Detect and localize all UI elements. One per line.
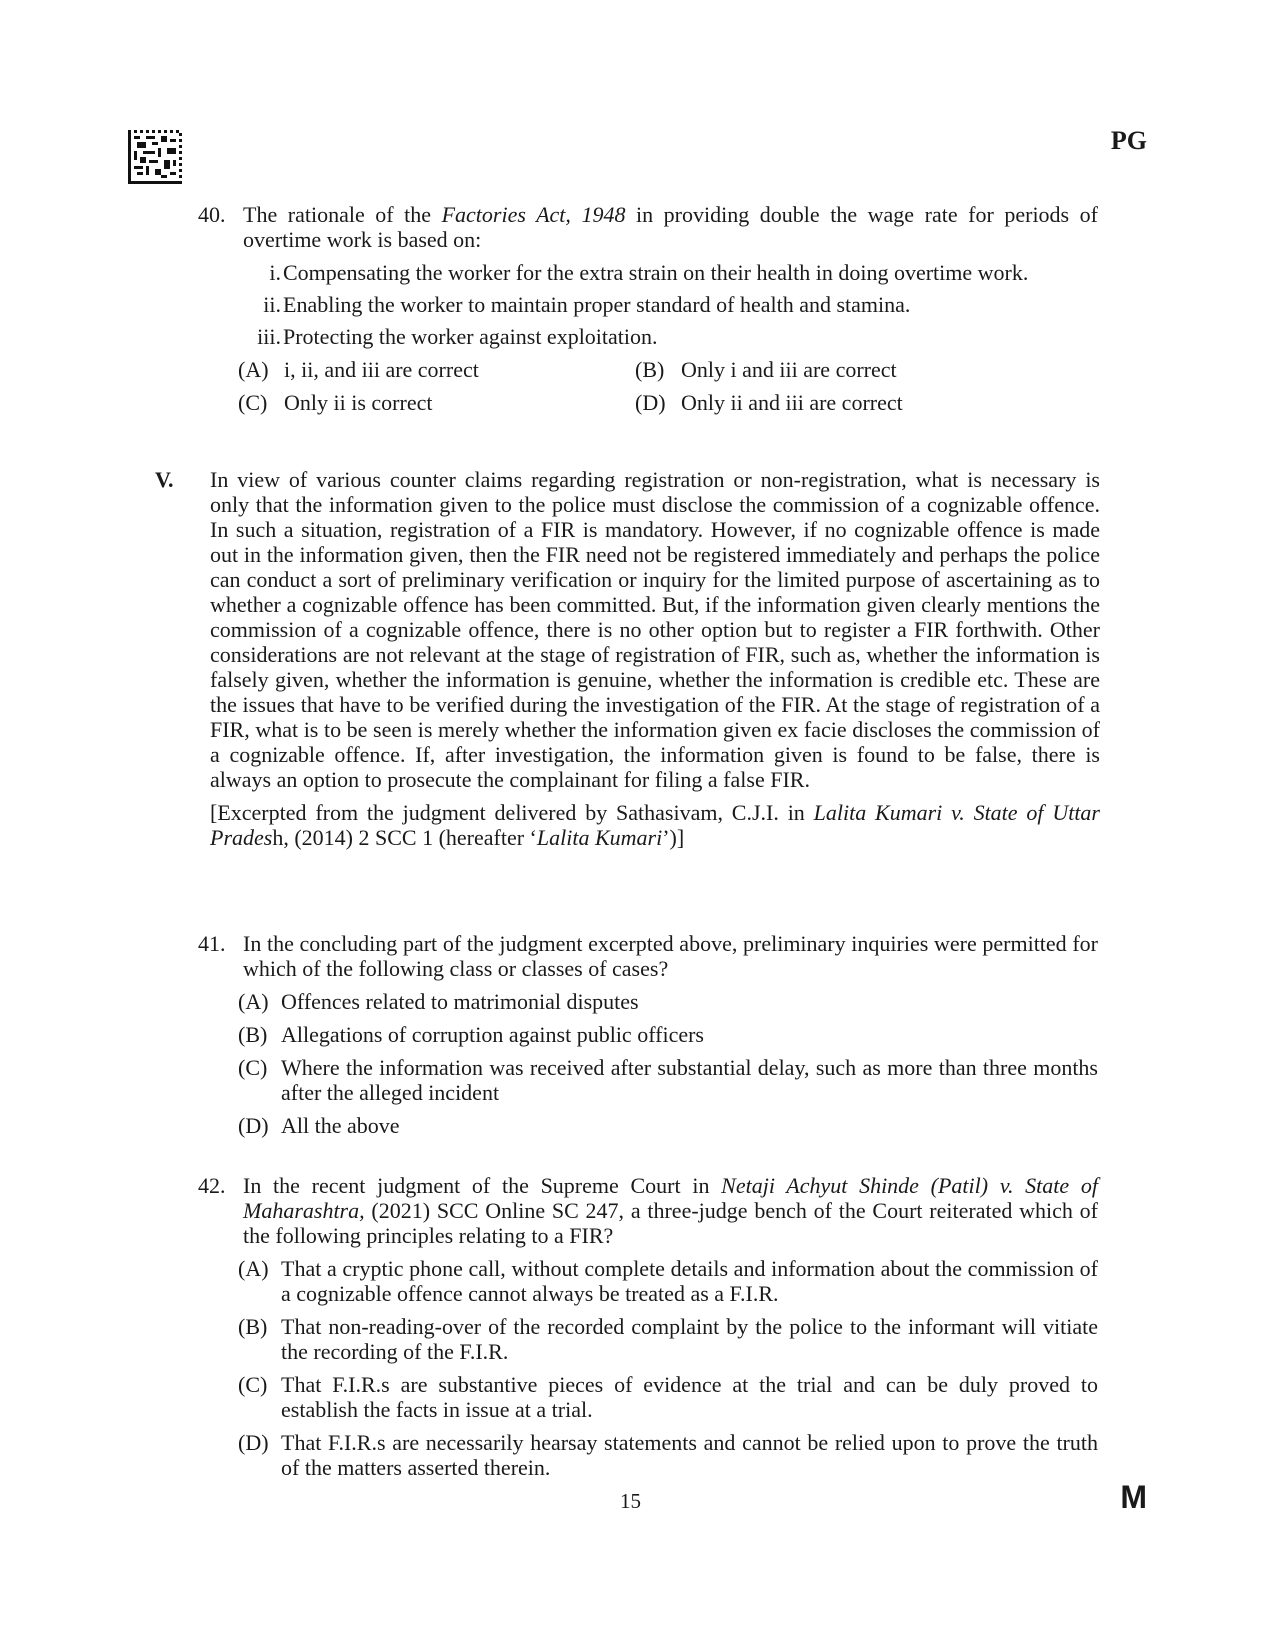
question-number: 40. xyxy=(198,202,226,227)
datamatrix-code xyxy=(128,130,182,184)
option-c: (C) That F.I.R.s are substantive pieces of evidence at the trial and can be duly proved to establish the facts in issue at a trial. xyxy=(238,1372,1098,1422)
question-text: In the concluding part of the judgment excerpted above, preliminary inquiries were permitted for which of the following class or classes of cases? xyxy=(243,931,1098,981)
option-a: (A) Offences related to matrimonial disputes xyxy=(238,989,639,1014)
paper-code: PG xyxy=(1110,126,1147,155)
option-d: (D) That F.I.R.s are necessarily hearsay statements and cannot be relied upon to prove the truth of the matters asserted therein. xyxy=(238,1430,1098,1480)
question-number: 42. xyxy=(198,1173,226,1198)
option-b: (B) That non-reading-over of the recorded complaint by the police to the informant will vitiate the recording of the F.I.R. xyxy=(238,1314,1098,1364)
option-d: (D) All the above xyxy=(238,1113,400,1138)
option-b: (B) Only i and iii are correct xyxy=(635,357,897,382)
passage-v xyxy=(155,467,1100,850)
statement-item: ii. Enabling the worker to maintain proper standard of health and stamina. xyxy=(263,292,911,317)
option-d: (D) Only ii and iii are correct xyxy=(635,390,903,415)
option-b: (B) Allegations of corruption against public officers xyxy=(238,1022,704,1047)
passage-citation: [Excerpted from the judgment delivered by Sathasivam, C.J.I. in Lalita Kumari v. State of Uttar Pradesh, (2014) 2 SCC 1 (hereafter ‘Lalita Kumari’)] xyxy=(210,800,1100,850)
question-42 xyxy=(198,1173,1098,1480)
passage-label: V. xyxy=(155,467,174,492)
page-number: 15 xyxy=(620,1489,641,1513)
statement-item: i. Compensating the worker for the extra strain on their health in doing overtime work. xyxy=(269,260,1029,285)
question-text: The rationale of the Factories Act, 1948 in providing double the wage rate for periods of overtime work is based on: xyxy=(243,202,1099,252)
series-code: M xyxy=(1120,1479,1147,1515)
option-c: (C) Only ii is correct xyxy=(238,390,433,415)
question-41 xyxy=(198,931,1098,1138)
question-number: 41. xyxy=(198,931,226,956)
options-grid xyxy=(238,357,1098,415)
question-40 xyxy=(198,202,1098,415)
question-text: In the recent judgment of the Supreme Court in Netaji Achyut Shinde (Patil) v. State of Maharashtra, (2021) SCC Online SC 247, a three-judge bench of the Court reiterated which of the following principles relating to a FIR? xyxy=(243,1173,1098,1248)
statement-item: iii. Protecting the worker against exploitation. xyxy=(257,324,658,349)
passage-body: In view of various counter claims regarding registration or non-registration, what is necessary is only that the information given to the police must disclose the commission of a cognizable offence. In such a situation, registration of a FIR is mandatory. However, if no cognizable offence is made out in the information given, then the FIR need not be registered immediately and perhaps the police can conduct a sort of preliminary verification or inquiry for the limited purpose of ascertaining as to whether a cognizable offence has been committed. But, if the information given clearly mentions the commission of a cognizable offence, there is no other option but to register a FIR forthwith. Other considerations are not relevant at the stage of registration of FIR, such as, whether the information is falsely given, whether the information is genuine, whether the information is credible etc. These are the issues that have to be verified during the investigation of the FIR. At the stage of registration of a FIR, what is to be seen is merely whether the information given ex facie discloses the commission of a cognizable offence. If, after investigation, the information given is found to be false, there is always an option to prosecute the complainant for filing a false FIR. xyxy=(210,467,1100,792)
option-a: (A) That a cryptic phone call, without complete details and information about the commission of a cognizable offence cannot always be treated as a F.I.R. xyxy=(238,1256,1098,1306)
option-c: (C) Where the information was received after substantial delay, such as more than three months after the alleged incident xyxy=(238,1055,1098,1105)
option-a: (A) i, ii, and iii are correct xyxy=(238,357,479,382)
